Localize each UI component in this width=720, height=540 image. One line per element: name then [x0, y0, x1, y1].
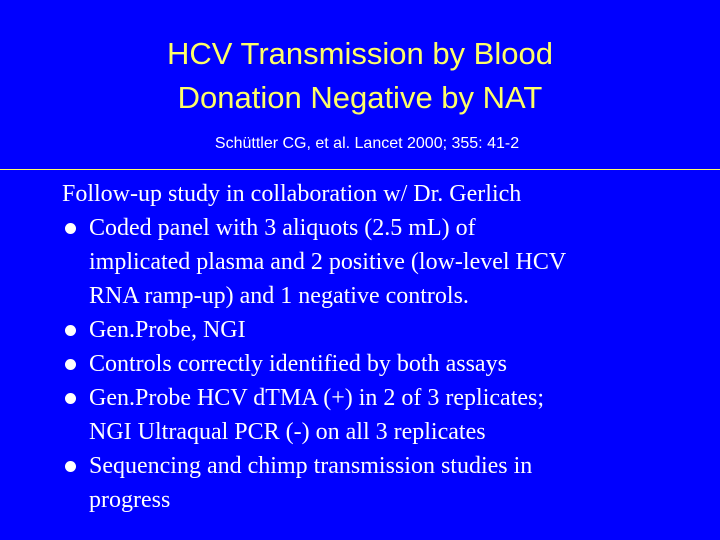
- bullet-dot-icon: [65, 359, 76, 370]
- bullet-line: progress: [89, 487, 171, 513]
- citation: Schüttler CG, et al. Lancet 2000; 355: 41-2: [214, 135, 520, 152]
- bullet-line: implicated plasma and 2 positive (low-level HCV: [89, 249, 567, 275]
- bullet-dot-icon: [65, 461, 76, 472]
- bullet-item-controls: [62, 347, 702, 381]
- bullet-line: Gen.Probe, NGI: [89, 317, 246, 343]
- bullet-dot-icon: [65, 393, 76, 404]
- bullet-item-genprobe-ngi: [62, 313, 702, 347]
- bullet-list: [62, 211, 702, 517]
- divider-line: [0, 169, 720, 170]
- slide-title: [0, 32, 720, 120]
- bullet-line: Coded panel with 3 aliquots (2.5 mL) of: [89, 215, 476, 241]
- bullet-line: Sequencing and chimp transmission studies in: [89, 453, 533, 479]
- bullet-line: NGI Ultraqual PCR (-) on all 3 replicates: [89, 419, 486, 445]
- slide-body: [62, 177, 702, 517]
- bullet-line: RNA ramp-up) and 1 negative controls.: [89, 283, 469, 309]
- bullet-dot-icon: [65, 325, 76, 336]
- bullet-dot-icon: [65, 223, 76, 234]
- bullet-line: Gen.Probe HCV dTMA (+) in 2 of 3 replicates;: [89, 385, 545, 411]
- bullet-line: Controls correctly identified by both assays: [89, 351, 507, 377]
- bullet-item-coded-panel: [62, 211, 702, 313]
- bullet-item-sequencing: [62, 449, 702, 517]
- title-line-1: HCV Transmission by Blood: [167, 36, 553, 71]
- bullet-item-dtma-results: [62, 381, 702, 449]
- title-line-2: Donation Negative by NAT: [177, 80, 543, 115]
- lead-text: Follow-up study in collaboration w/ Dr. Gerlich: [62, 181, 522, 207]
